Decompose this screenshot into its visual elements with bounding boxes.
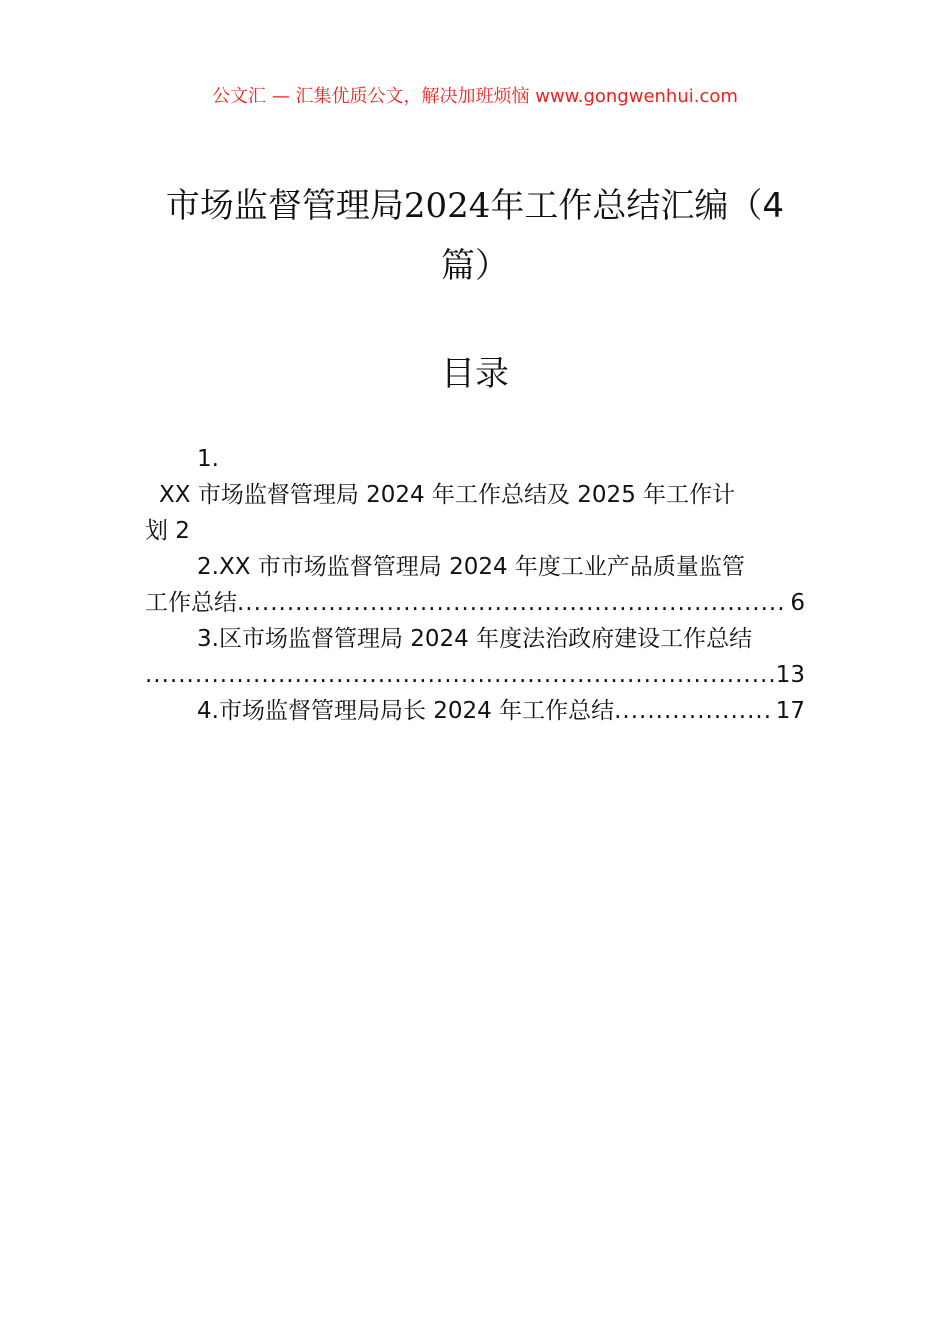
document-title <box>140 176 810 296</box>
title-part-1: 市场监督管理局 <box>165 186 404 226</box>
toc-entry-1-title-cont[interactable]: 划 2 <box>145 518 190 544</box>
title-part-2: 年工作总结汇编（4 <box>490 186 785 226</box>
title-year: 2024 <box>403 186 491 226</box>
dot-leader <box>145 657 774 693</box>
toc-entry-2-title[interactable]: 2.XX 市市场监督管理局 2024 年度工业产品质量监管 <box>197 554 745 580</box>
toc-entry-4-title: 4.市场监督管理局局长 2024 年工作总结 <box>197 698 615 724</box>
table-of-contents <box>145 441 805 729</box>
toc-entry-2-page: 6 <box>790 590 805 616</box>
dot-leader <box>237 585 788 621</box>
toc-entry-3-page: 13 <box>775 662 805 688</box>
toc-entry-1-number[interactable]: 1. <box>197 446 219 472</box>
toc-entry-3-title[interactable]: 3.区市场监督管理局 2024 年度法治政府建设工作总结 <box>197 626 753 652</box>
header-banner: 公文汇 — 汇集优质公文，解决加班烦恼 www.gongwenhui.com <box>212 86 738 107</box>
toc-entry-3-leader-row[interactable] <box>145 657 805 693</box>
toc-entry-4-leader-row[interactable] <box>145 693 805 729</box>
toc-entry-2-leader-row[interactable] <box>145 585 805 621</box>
toc-entry-1-title[interactable]: XX 市场监督管理局 2024 年工作总结及 2025 年工作计 <box>159 482 736 508</box>
toc-entry-2-title-cont: 工作总结 <box>145 590 237 616</box>
dot-leader <box>614 693 774 729</box>
toc-entry-4-page: 17 <box>775 698 805 724</box>
toc-heading: 目录 <box>441 354 509 394</box>
document-title-line-1 <box>140 176 810 236</box>
document-title-line-2: 篇） <box>441 246 509 286</box>
